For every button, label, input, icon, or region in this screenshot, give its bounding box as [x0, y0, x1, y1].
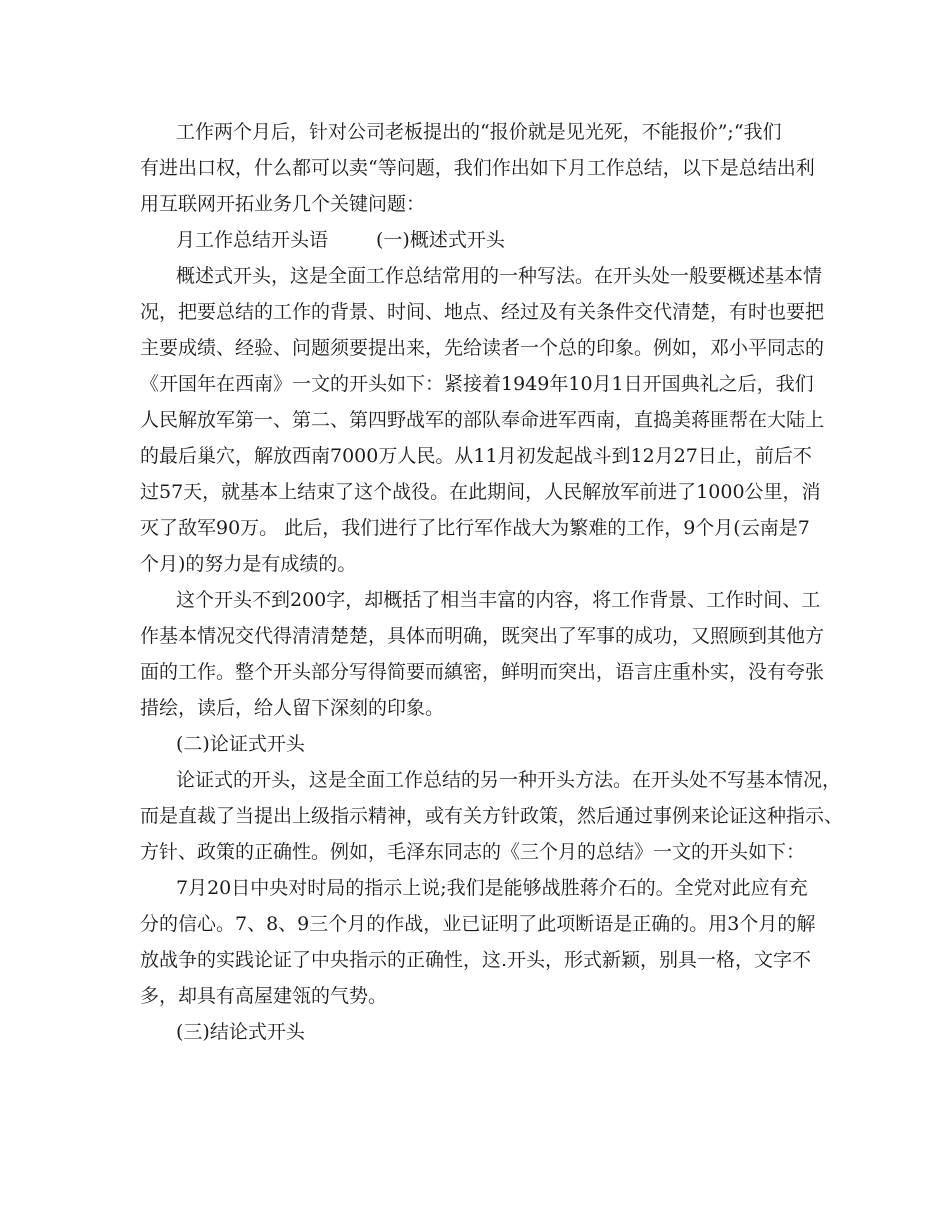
paragraph-overview-line-6: 的最后巢穴，解放西南7000万人民。从11月初发起战斗到12月27日止，前后不	[140, 445, 812, 467]
paragraph-overview-line-1: 概述式开头，这是全面工作总结常用的一种写法。在开头处一般要概述基本情	[176, 265, 823, 287]
paragraph-argument-line-3: 方针、政策的正确性。例如，毛泽东同志的《三个月的总结》一文的开头如下：	[140, 841, 806, 863]
paragraph-example-line-4: 多，却具有高屋建瓴的气势。	[140, 985, 388, 1007]
paragraph-comment-line-2: 作基本情况交代得清清楚楚，具体而明确，既突出了军事的成功，又照顾到其他方	[140, 625, 825, 647]
section-heading-line	[176, 227, 505, 253]
paragraph-overview-line-2: 况，把要总结的工作的背景、时间、地点、经过及有关条件交代清楚，有时也要把	[140, 301, 825, 323]
paragraph-intro-line-1: 工作两个月后，针对公司老板提出的“报价就是见光死，不能报价”;“我们	[176, 121, 782, 143]
paragraph-overview-line-9: 个月)的努力是有成绩的。	[140, 553, 357, 575]
paragraph-argument-line-1: 论证式的开头，这是全面工作总结的另一种开头方法。在开头处不写基本情况，	[176, 769, 842, 791]
paragraph-comment-line-4: 措绘，读后，给人留下深刻的印象。	[140, 697, 445, 719]
paragraph-overview-line-5: 人民解放军第一、第二、第四野战军的部队奉命进军西南，直捣美蒋匪帮在大陆上	[140, 409, 825, 431]
paragraph-comment-line-1: 这个开头不到200字，却概括了相当丰富的内容，将工作背景、工作时间、工	[176, 589, 821, 611]
paragraph-comment-line-3: 面的工作。整个开头部分写得简要而縝密，鲜明而突出，语言庄重朴实，没有夸张	[140, 661, 825, 683]
paragraph-example-line-1: 7月20日中央对时局的指示上说;我们是能够战胜蒋介石的。全党对此应有充	[176, 877, 808, 899]
heading-argument-opening: (二)论证式开头	[176, 733, 305, 755]
paragraph-example-line-3: 放战争的实践论证了中央指示的正确性，这.开头，形式新颖，别具一格，文字不	[140, 949, 812, 971]
paragraph-example-line-2: 分的信心。7、8、9三个月的作战，业已证明了此项断语是正确的。用3个月的解	[140, 913, 816, 935]
paragraph-overview-line-3: 主要成绩、经验、问题须要提出来，先给读者一个总的印象。例如，邓小平同志的	[140, 337, 825, 359]
paragraph-intro-line-3: 用互联网开拓业务几个关键问题：	[140, 193, 426, 215]
paragraph-argument-line-2: 而是直裁了当提出上级指示精神，或有关方针政策，然后通过事例来论证这种指示、	[140, 805, 844, 827]
heading-overview-opening: (一)概述式开头	[376, 229, 505, 251]
paragraph-overview-line-7: 过57天，就基本上结束了这个战役。在此期间，人民解放军前进了1000公里，消	[140, 481, 821, 503]
paragraph-intro-line-2: 有进出口权，什么都可以卖“等问题，我们作出如下月工作总结，以下是总结出利	[140, 157, 815, 179]
heading-conclusion-opening: (三)结论式开头	[176, 1021, 305, 1043]
paragraph-overview-line-8: 灭了敌军90万。 此后，我们进行了比行军作战大为繁难的工作，9个月(云南是7	[140, 517, 810, 539]
paragraph-overview-line-4: 《开国年在西南》一文的开头如下：紧接着1949年10月1日开国典礼之后，我们	[140, 373, 814, 395]
heading-summary-opening: 月工作总结开头语	[176, 229, 329, 251]
